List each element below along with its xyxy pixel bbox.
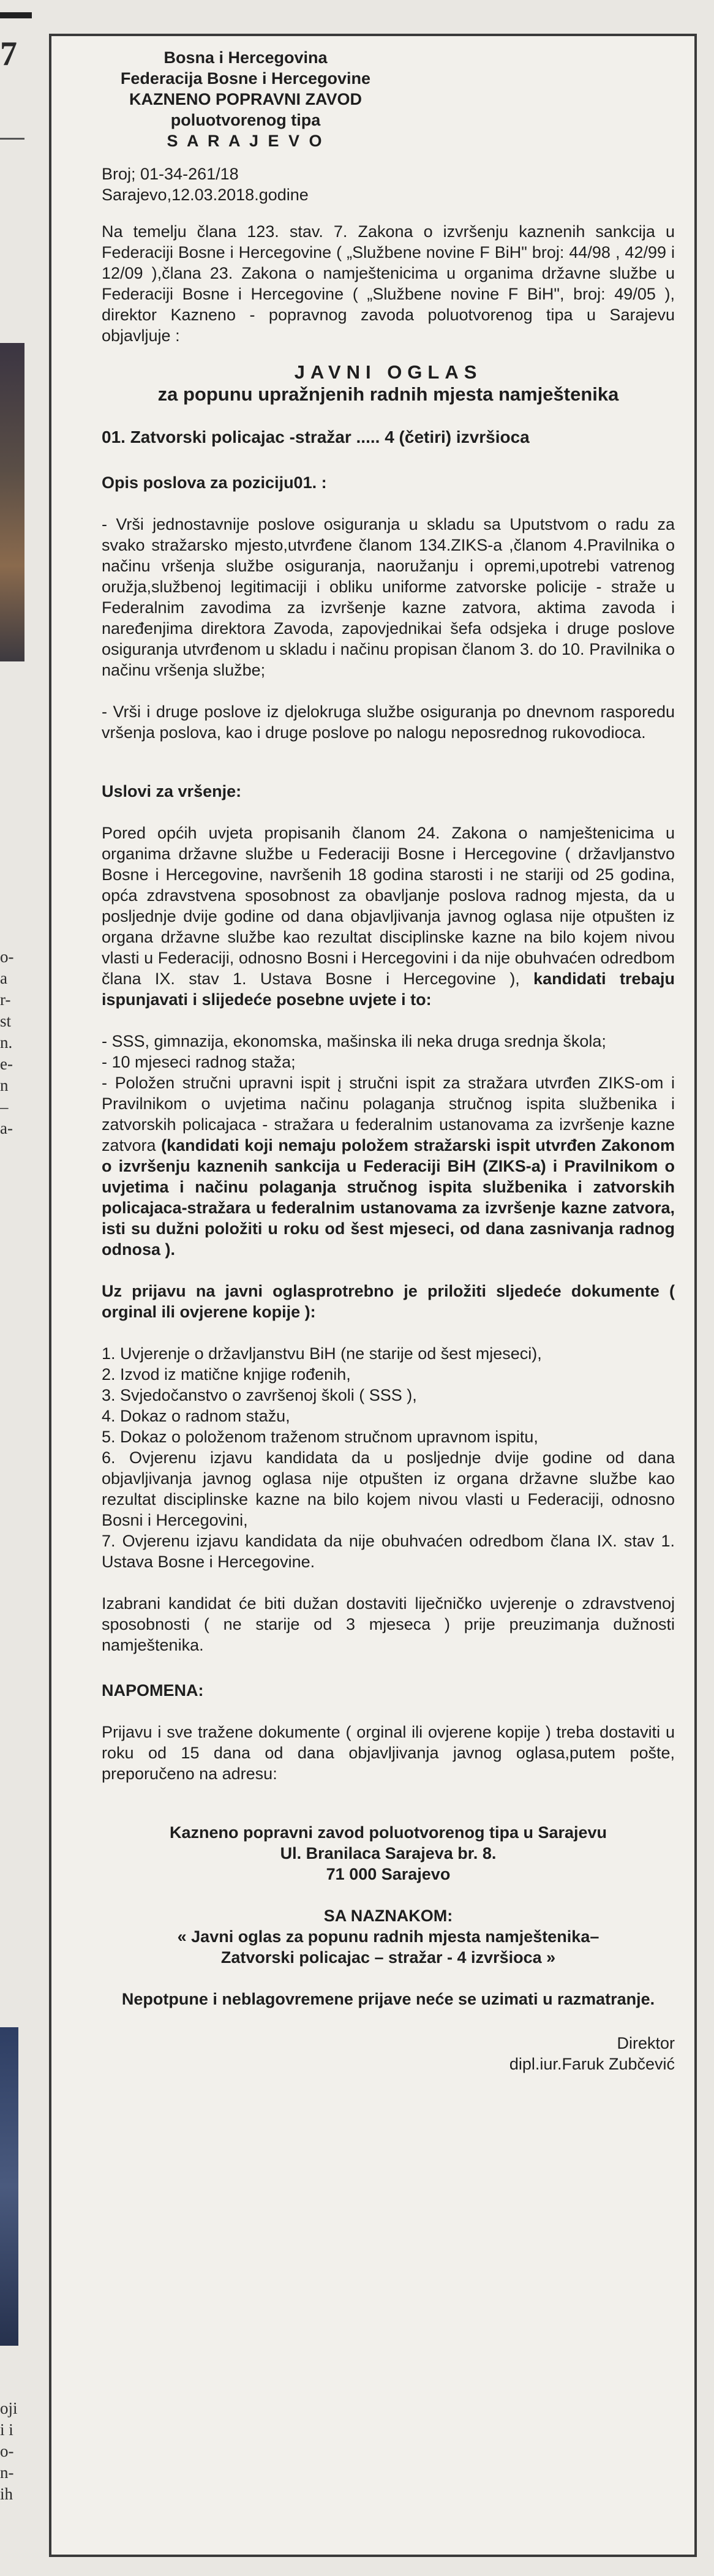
incomplete-applications-note: Nepotpune i neblagovremene prijave neće se uzimati u razmatranje. bbox=[121, 1990, 655, 2008]
neighbor-column-divider bbox=[0, 138, 24, 140]
conditions-heading: Uslovi za vršenje: bbox=[102, 782, 242, 800]
general-conditions: Pored općih uvjeta propisanih članom 24. Zakona o namještenicima u organima državne službe u Federaciji Bosne i Hercegovine ( državljanstvo Bosne i Hercegovine, navršenih 18 godina starosti i ne stariji od 25 godina, opća zdravstvena sposobnost za obavljanje poslova radnog mjesta, da u posljednje dvije godine od dana objavljivanja javnog oglasa nije otpušten iz organa državne službe kao rezultat disciplinske kazne na bilo kojem nivou vlasti u Federaciji, odnosno Bosni i Hercegovini i da nije obuhvaćen odredbom člana IX. stav 1. Ustava Bosne i Hercegovine ), kandidati trebaju ispunjavati i slijedeće posebne uvjete i to: bbox=[102, 824, 675, 1009]
ad-title: JAVNI OGLAS bbox=[294, 361, 483, 383]
neighbor-photo-fragment-bottom bbox=[0, 2027, 18, 2346]
document-item: 2. Izvod iz matične knjige rođenih, bbox=[102, 1365, 351, 1384]
neighbor-photo-fragment bbox=[0, 343, 24, 661]
document-item: 6. Ovjerenu izjavu kandidata da u posljednje dvije godine od dana objavljivanja javnog oglasa nije otpušten iz organa državne službe kao rezultat disciplinske kazne na bilo kojem nivou vlasti u Federaciji, odnosno Bosni i Hercegovini, bbox=[102, 1448, 675, 1529]
mailing-address: Kazneno popravni zavod poluotvorenog tipa u Sarajevu Ul. Branilaca Sarajeva br. 8. 71 000 Sarajevo bbox=[169, 1823, 607, 1883]
document-item: 4. Dokaz o radnom stažu, bbox=[102, 1407, 290, 1425]
job-description-item: - Vrši i druge poslove iz djelokruga službe osiguranja po dnevnom rasporedu vršenja poslova, kao i druge poslove po nalogu neposrednog rukovodioca. bbox=[102, 702, 675, 742]
special-condition-exam: - Položen stručni upravni ispit į stručni ispit za stražara utvrđen ZIKS-om i Pravilnikom o uvjetima načinu polaganja stručnog ispita službenika i zatvorskih policajaca - stražara u federalnim ustanovama za izvršenje kazne zatvora (kandidati koji nemaju položem stražarski ispit utvrđen Zakonom o izvršenju kaznenih sankcija u Federaciji BiH (ZIKS-a) i Pravilnikom o uvjetima i načinu polaganja stručnog ispita službenika i zatvorskih policajaca-stražara u federalnim ustanovama za izvršenje kazne zatvora, isti su dužni položiti u roku od šest mjeseci, od dana zasnivanja radnog odnosa ). bbox=[102, 1074, 675, 1259]
medical-certificate-note: Izabrani kandidat će biti dužan dostaviti liječničko uvjerenje o zdravstvenoj sposobnosti ( ne starije od 3 mjeseca ) prije preuzimanja dužnosti namještenika. bbox=[102, 1594, 675, 1654]
napomena-heading: NAPOMENA: bbox=[102, 1681, 204, 1700]
job-description-item: - Vrši jednostavnije poslove osiguranja u skladu sa Uputstvom o radu za svako stražarsko mjesto,utvrđene članom 134.ZIKS-a ,članom 4.Pravilnika o načinu vršenja službe osiguranja, naoružanju i opremi,upotrebi vatrenog oružja,službenoj legitimaciji i obliku uniforme zatvorske policije - straže u Federalnim zavodima za izvršenje kazne zatvora, aktima zavoda i naređenjima direktora Zavoda, zapovjednikai šefa odsjeka i druge poslove osiguranja utvrđenom u skladu i načinu propisan članom 3. do 10. Pravilnika o načinu vršenja službe; bbox=[102, 515, 675, 679]
signature-name: dipl.iur.Faruk Zubčević bbox=[509, 2055, 675, 2073]
special-condition-experience: - 10 mjeseci radnog staža; bbox=[102, 1053, 296, 1071]
signature-title: Direktor bbox=[617, 2034, 675, 2052]
documents-list bbox=[102, 1343, 675, 1572]
document-item: 5. Dokaz o položenom traženom stručnom upravnom ispitu, bbox=[102, 1428, 538, 1446]
document-date: Sarajevo,12.03.2018.godine bbox=[102, 186, 309, 204]
special-condition-school: - SSS, gimnazija, ekonomska, mašinska ili neka druga srednja škola; bbox=[102, 1032, 606, 1050]
job-description-heading: Opis poslova za poziciju01. : bbox=[102, 473, 327, 492]
document-item: 7. Ovjerenu izjavu kandidata da nije obuhvaćen odredbom člana IX. stav 1. Ustava Bosne i Hercegovine. bbox=[102, 1532, 675, 1571]
neighbor-column-rule bbox=[0, 12, 32, 18]
ad-subtitle: za popunu upražnjenih radnih mjesta namještenika bbox=[157, 383, 619, 405]
neighbor-text-fragment: o- a r- st n. e- n – a- bbox=[0, 947, 14, 1137]
institution-header: Bosna i Hercegovina Federacija Bosne i Hercegovine KAZNENO POPRAVNI ZAVOD poluotvorenog tipa S A R A J E V O bbox=[120, 48, 371, 150]
document-reference bbox=[102, 164, 675, 205]
document-item: 3. Svjedočanstvo o završenoj školi ( SSS ), bbox=[102, 1386, 417, 1404]
legal-intro: Na temelju člana 123. stav. 7. Zakona o izvršenju kaznenih sankcija u Federaciji Bosne i Hercegovine ( „Službene novine F BiH" broj: 44/98 , 42/99 i 12/09 ),člana 23. Zakona o namještenicima u organima državne službe u Federaciji Bosne i Hercegovine ( „Službene novine F BiH", broj: 49/05 ), direktor Kazneno - popravnog zavoda poluotvorenog tipa u Sarajevu objavljuje : bbox=[102, 222, 675, 345]
neighbor-column-glyph: 7 bbox=[0, 37, 17, 71]
neighbor-text-fragment-bottom: oji i i o- n- ih bbox=[0, 2399, 18, 2503]
signature-block bbox=[102, 2033, 675, 2074]
napomena-text: Prijavu i sve tražene dokumente ( orginal ili ovjerene kopije ) treba dostaviti u roku od 15 dana od dana objavljivanja javnog oglasa,putem pošte, preporučeno na adresu: bbox=[102, 1723, 675, 1783]
documents-heading: Uz prijavu na javni oglasprotrebno je priložiti sljedeće dokumente ( orginal ili ovjerene kopije ): bbox=[102, 1282, 675, 1321]
document-item: 1. Uvjerenje o državljanstvu BiH (ne starije od šest mjeseci), bbox=[102, 1344, 542, 1363]
document-number: Broj; 01-34-261/18 bbox=[102, 165, 239, 183]
envelope-marking: SA NAZNAKOM: « Javni oglas za popunu radnih mjesta namještenika– Zatvorski policajac – stražar - 4 izvršioca » bbox=[177, 1907, 599, 1967]
position-line: 01. Zatvorski policajac -stražar ..... 4 (četiri) izvršioca bbox=[102, 427, 530, 446]
job-advertisement bbox=[49, 34, 697, 2557]
